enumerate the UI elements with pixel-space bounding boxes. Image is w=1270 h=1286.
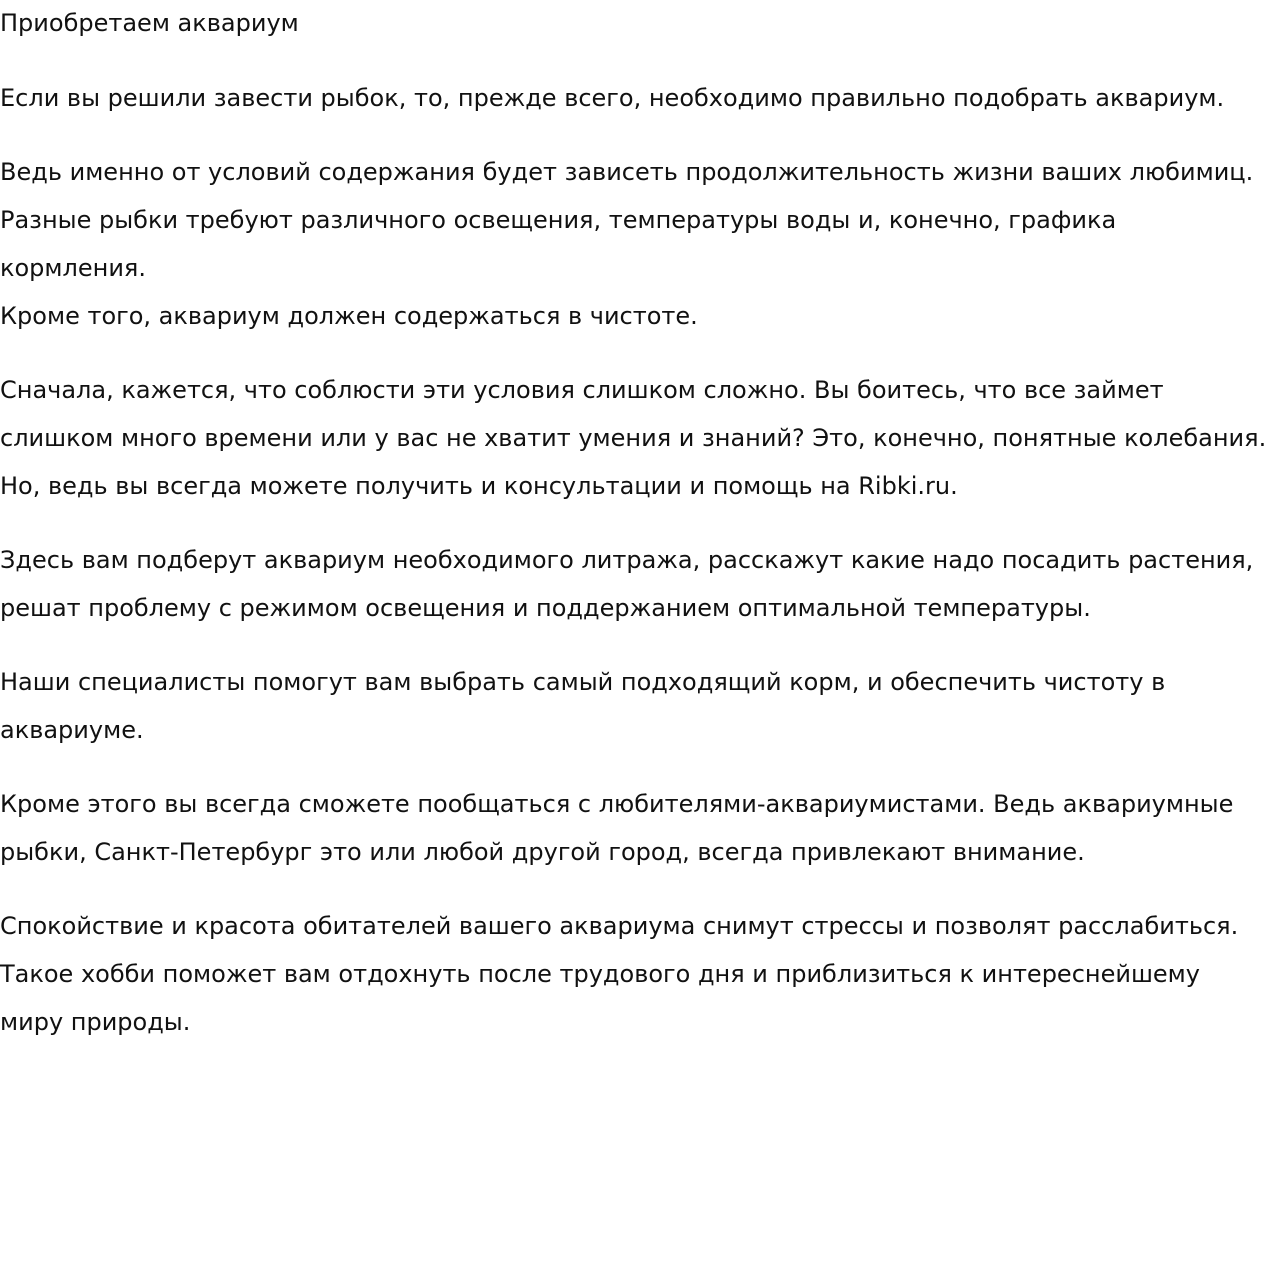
paragraph-conditions-line-1: Ведь именно от условий содержания будет зависеть продолжительность жизни ваших любимиц. <box>0 158 1254 186</box>
article-title: Приобретаем аквариум <box>0 9 299 37</box>
paragraph-doubts-line-1: Сначала, кажется, что соблюсти эти условия слишком сложно. Вы боитесь, что все займет слишком много времени или у вас не хватит умения и знаний? Это, конечно, понятные колебания. <box>0 376 1267 452</box>
paragraph-intro: Если вы решили завести рыбок, то, прежде всего, необходимо правильно подобрать аквариум. <box>0 84 1225 112</box>
paragraph-doubts-line-2: Но, ведь вы всегда можете получить и консультации и помощь на Ribki.ru. <box>0 472 958 500</box>
paragraph-community: Кроме этого вы всегда сможете пообщаться с любителями-аквариумистами. Ведь аквариумные рыбки, Санкт-Петербург это или любой другой город, всегда привлекают внимание. <box>0 790 1234 866</box>
paragraph-hobby: Спокойствие и красота обитателей вашего аквариума снимут стрессы и позволят расслабиться. Такое хобби поможет вам отдохнуть после трудового дня и приблизиться к интереснейшему миру природы. <box>0 912 1239 1036</box>
paragraph-conditions <box>0 148 1268 340</box>
paragraph-conditions-line-2: Разные рыбки требуют различного освещения, температуры воды и, конечно, графика кормления. <box>0 206 1117 282</box>
paragraph-specialists: Наши специалисты помогут вам выбрать самый подходящий корм, и обеспечить чистоту в аквариуме. <box>0 668 1166 744</box>
paragraph-conditions-line-3: Кроме того, аквариум должен содержаться в чистоте. <box>0 302 698 330</box>
paragraph-help: Здесь вам подберут аквариум необходимого литража, расскажут какие надо посадить растения, решат проблему с режимом освещения и поддержанием оптимальной температуры. <box>0 546 1254 622</box>
paragraph-doubts <box>0 366 1268 510</box>
